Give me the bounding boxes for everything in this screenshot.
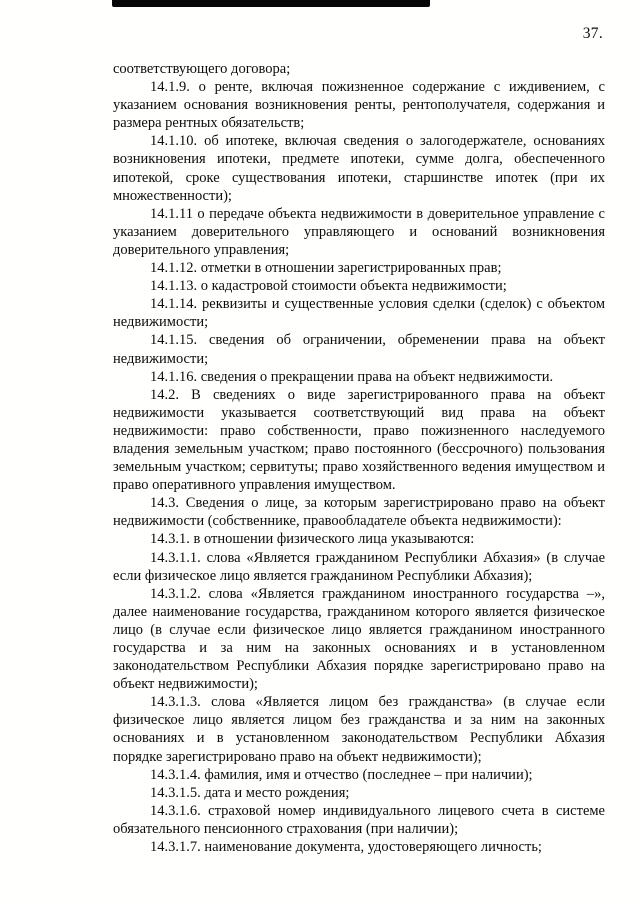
paragraph: 14.1.11 о передаче объекта недвижимости в доверительное управление с указанием доверительного управляющего и оснований возникновения доверительного управления; (113, 205, 605, 258)
paragraph: 14.1.15. сведения об ограничении, обременении права на объект недвижимости; (113, 332, 605, 367)
paragraph: 14.1.14. реквизиты и существенные условия сделки (сделок) с объектом недвижимости; (113, 296, 605, 331)
paragraph: 14.1.12. отметки в отношении зарегистрированных прав; (150, 260, 502, 277)
paragraph: соответствующего договора; (113, 61, 291, 77)
paragraph: 14.3.1.7. наименование документа, удостоверяющего личность; (150, 839, 542, 856)
paragraph: 14.3.1. в отношении физического лица указываются: (150, 531, 475, 548)
scan-artifact-bar (112, 0, 430, 7)
paragraph: 14.3.1.3. слова «Является лицом без гражданства» (в случае если физическое лицо является лицом без гражданства и за ним на законных основаниях и в установленном законодательством Республики Абхазия порядке зарегистрировано право на объект недвижимости); (113, 694, 605, 765)
paragraph: 14.1.16. сведения о прекращении права на объект недвижимости. (150, 368, 554, 385)
paragraph: 14.3.1.1. слова «Является гражданином Республики Абхазия» (в случае если физическое лицо является гражданином Республики Абхазия); (113, 549, 605, 584)
paragraph: 14.3. Сведения о лице, за которым зарегистрировано право на объект недвижимости (собственнике, правообладателе объекта недвижимости): (113, 495, 605, 530)
paragraph: 14.1.9. о ренте, включая пожизненное содержание с иждивением, с указанием основания возникновения ренты, рентополучателя, содержания и размера рентных обязательств; (113, 79, 605, 132)
paragraph: 14.3.1.4. фамилия, имя и отчество (последнее – при наличии); (150, 766, 533, 783)
document-body (113, 60, 605, 856)
paragraph: 14.2. В сведениях о виде зарегистрированного права на объект недвижимости указывается соответствующий вид права на объект недвижимости: право собственности, право пожизненного наследуемого владения земельным участком; право постоянного (бессрочного) пользования земельным участком; сервитуты; право хозяйственного ведения имуществом и право оперативного управления имуществом. (113, 386, 605, 494)
paragraph: 14.1.13. о кадастровой стоимости объекта недвижимости; (150, 278, 507, 295)
paragraph: 14.3.1.5. дата и место рождения; (150, 784, 350, 801)
paragraph: 14.1.10. об ипотеке, включая сведения о залогодержателе, основаниях возникновения ипотеки, предмете ипотеки, сумме долга, обеспеченного ипотекой, сроке существования ипотеки, старшинстве ипотек (при их множественности); (113, 133, 605, 204)
page-number: 37. (582, 25, 603, 42)
paragraph: 14.3.1.6. страховой номер индивидуального лицевого счета в системе обязательного пенсионного страхования (при наличии); (113, 802, 605, 837)
paragraph: 14.3.1.2. слова «Является гражданином иностранного государства –», далее наименование государства, гражданином которого является физическое лицо (в случае если физическое лицо является гражданином иностранного государства и за ним на законных основаниях и в установленном законодательством Республики Абхазия порядке зарегистрировано право на объект недвижимости); (113, 585, 605, 693)
